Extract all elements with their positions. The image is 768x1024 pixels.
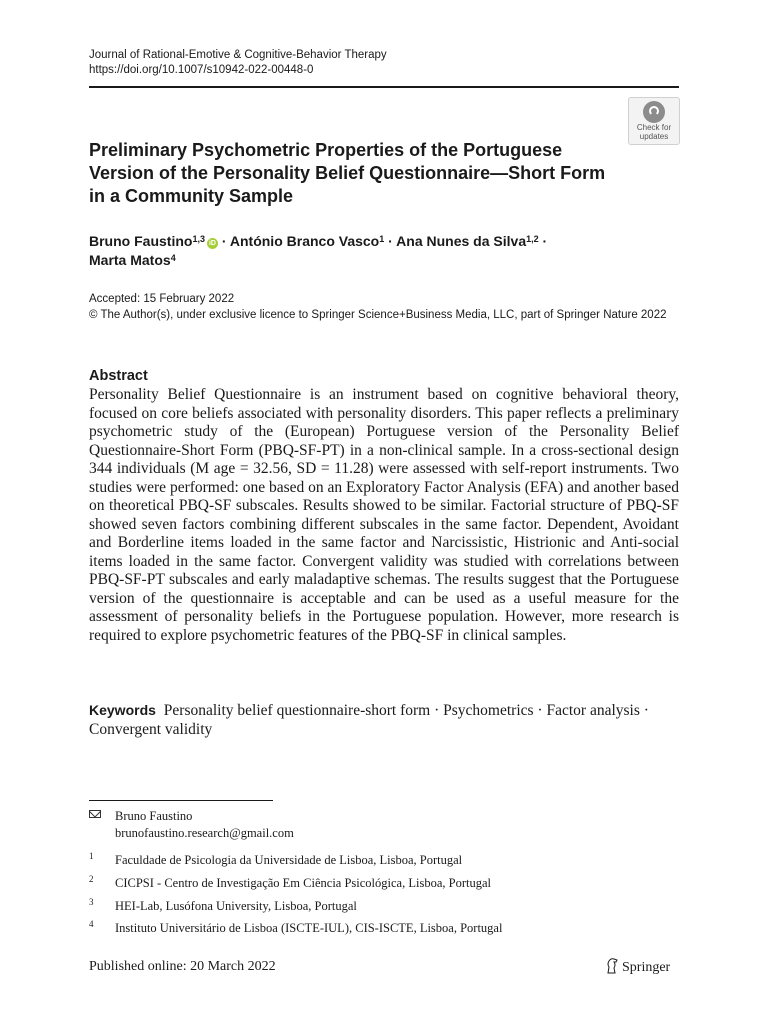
author-affiliation-marker: 1,2 (526, 234, 539, 244)
accepted-date: Accepted: 15 February 2022 (89, 293, 235, 305)
springer-horse-icon (605, 958, 619, 974)
author-name[interactable]: Bruno Faustino (89, 233, 193, 249)
corresponding-author: Bruno Faustino (115, 809, 193, 823)
journal-name: Journal of Rational-Emotive & Cognitive-Behavior Therapy (89, 49, 387, 61)
author-affiliation-marker: 1,3 (192, 234, 205, 244)
doi-link[interactable]: https://doi.org/10.1007/s10942-022-00448-0 (89, 64, 314, 76)
author-separator: · (538, 233, 548, 249)
publisher-logo (605, 958, 670, 976)
envelope-icon (89, 810, 101, 818)
corresponding-email[interactable]: brunofaustino.research@gmail.com (115, 826, 294, 840)
affiliation-number: 4 (89, 919, 94, 929)
check-for-updates-badge[interactable] (628, 97, 680, 145)
author-affiliation-marker: 1 (379, 234, 385, 244)
journal-header (89, 48, 387, 78)
crossmark-line2: updates (639, 131, 669, 141)
affiliation-number: 2 (89, 874, 94, 884)
affiliation-text: Instituto Universitário de Lisboa (ISCTE-IUL), CIS-ISCTE, Lisboa, Portugal (115, 921, 503, 935)
affiliation-text: Faculdade de Psicologia da Universidade de Lisboa, Lisboa, Portugal (115, 853, 463, 867)
affiliation-text: HEI-Lab, Lusófona University, Lisboa, Portugal (115, 899, 357, 913)
author-separator: · (217, 233, 230, 249)
footnote-rule (89, 800, 273, 801)
article-title: Preliminary Psychometric Properties of the Portuguese Version of the Personality Belief Questionnaire—Short Form in a Community Sample (89, 140, 606, 206)
author-name[interactable]: Marta Matos (89, 252, 171, 268)
affiliation-text: CICPSI - Centro de Investigação Em Ciência Psicológica, Lisboa, Portugal (115, 876, 491, 890)
author-list (89, 232, 649, 270)
crossmark-line1: Check for (636, 123, 672, 132)
keywords-label: Keywords (89, 702, 156, 718)
copyright-notice: © The Author(s), under exclusive licence to Springer Science+Business Media, LLC, part of Springer Nature 2022 (89, 309, 667, 321)
abstract-heading: Abstract (89, 368, 148, 384)
keywords-text: Personality belief questionnaire-short form · Psychometrics · Factor analysis · Convergent validity (89, 702, 649, 738)
article-meta (89, 291, 679, 323)
orcid-icon[interactable]: iD (208, 240, 216, 247)
affiliation-number: 1 (89, 851, 94, 861)
author-affiliation-marker: 4 (170, 253, 176, 263)
header-rule (89, 86, 679, 88)
author-name[interactable]: Ana Nunes da Silva (396, 233, 527, 249)
affiliation-number: 3 (89, 897, 94, 907)
author-separator: · (384, 233, 397, 249)
author-name[interactable]: António Branco Vasco (229, 233, 380, 249)
published-date: Published online: 20 March 2022 (89, 959, 276, 974)
keywords-section (89, 701, 679, 739)
publisher-name: Springer (622, 960, 671, 975)
abstract-text: Personality Belief Questionnaire is an instrument based on cognitive behavioral theory, focused on core beliefs associated with personality disorders. This paper reflects a preliminary psychometric study of the (European) Portuguese version of the Personality Belief Questionnaire-Short Form (PBQ-SF-PT) in a non-clinical sample. In a cross-sectional design 344 individuals (M age = 32.56, SD = 11.28) were assessed with self-report instruments. Two studies were performed: one based on an Exploratory Factor Analysis (EFA) and another based on theoretical PBQ-SF subscales. Results showed to be similar. Factorial structure of PBQ-SF showed seven factors combining different subscales in the same factor. Dependent, Avoidant and Borderline items loaded in the same factor and Narcissistic, Histrionic and Anti-social items loaded in the same factor. Convergent validity was studied with correlations between PBQ-SF-PT subscales and early maladaptive schemas. The results suggest that the Portuguese version of the questionnaire is acceptable and can be used as a useful measure for the assessment of personality beliefs in the Portuguese population. However, more research is required to explore psychometric features of the PBQ-SF in clinical samples. (89, 386, 679, 644)
crossmark-icon (643, 101, 665, 123)
